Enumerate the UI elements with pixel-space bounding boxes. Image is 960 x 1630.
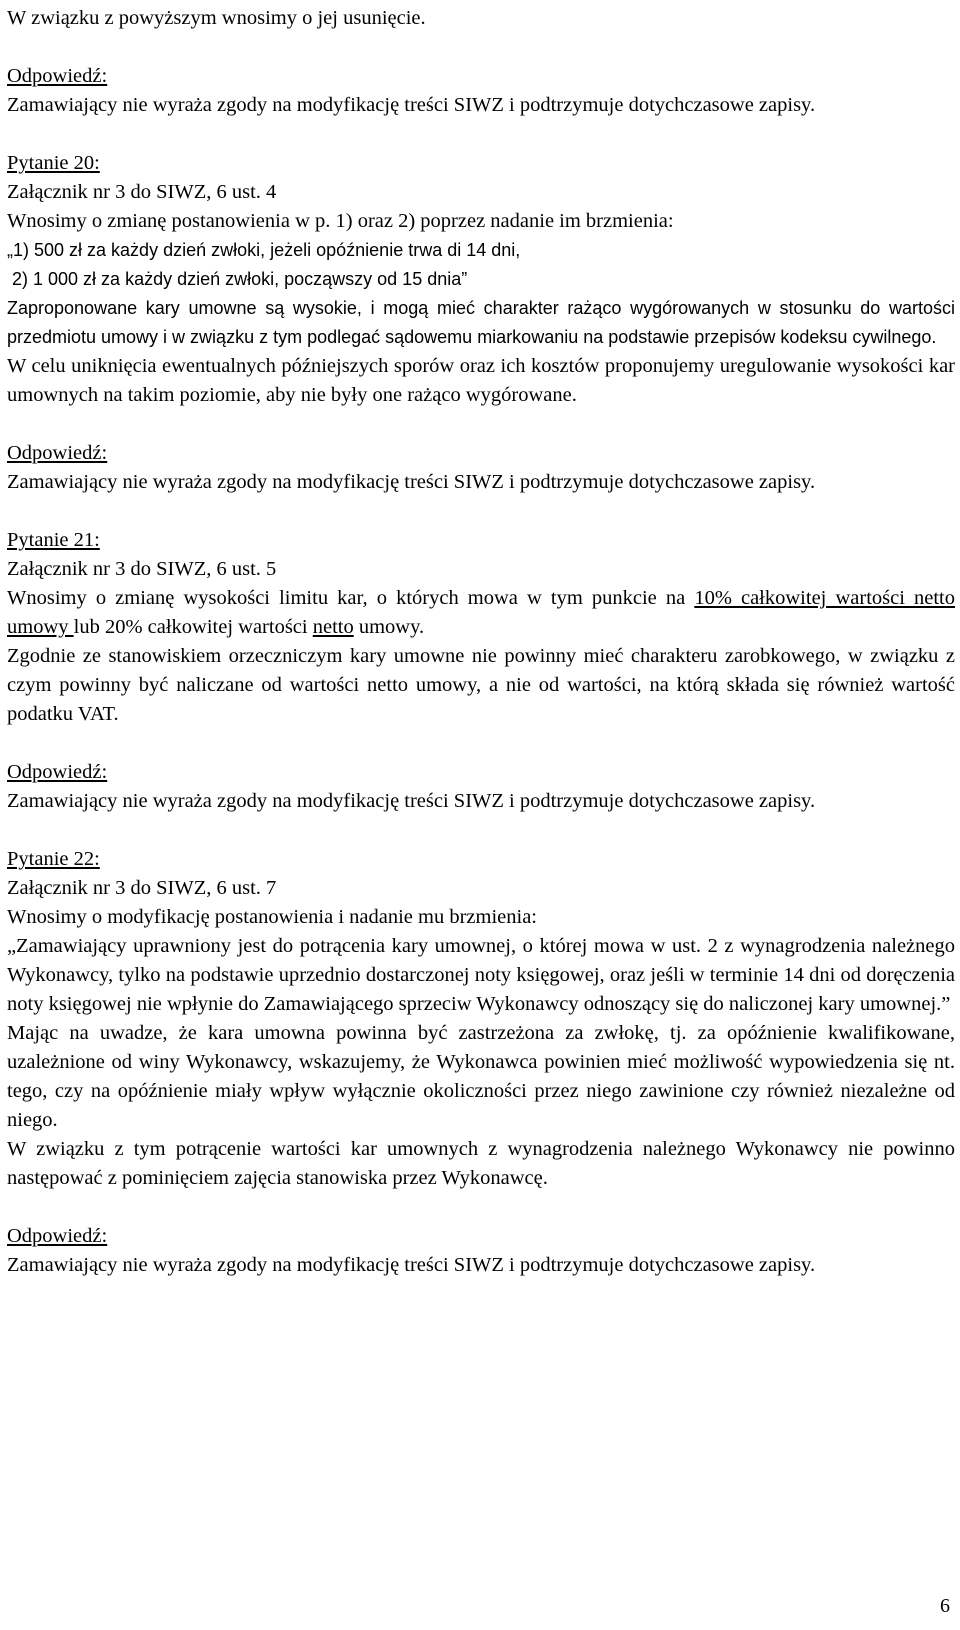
q21-para1-underlined-2: netto	[312, 616, 354, 638]
question-22-title: Pytanie 22:	[7, 848, 100, 870]
question-21-para2: Zgodnie ze stanowiskiem orzeczniczym kary umowne nie powinny mieć charakteru zarobkowego, w związku z czym powinny być naliczane od wartości netto umowy, a nie od wartości, na którą składa się również wartość podatku VAT.	[7, 645, 955, 725]
question-20-line3: 2) 1 000 zł za każdy dzień zwłoki, począwszy od 15 dnia”	[7, 269, 468, 289]
answer-text-22: Zamawiający nie wyraża zgody na modyfikację treści SIWZ i podtrzymuje dotychczasowe zapisy.	[7, 1254, 816, 1276]
question-20-title: Pytanie 20:	[7, 152, 100, 174]
q21-para1-underlined-1: 10% całkowitej wartości netto umowy	[7, 587, 955, 638]
question-22-ref: Załącznik nr 3 do SIWZ, 6 ust. 7	[7, 877, 277, 899]
question-20-para1: Zaproponowane kary umowne są wysokie, i mogą mieć charakter rażąco wygórowanych w stosunku do wartości przedmiotu umowy i w związku z tym podlegać sądowemu miarkowaniu na podstawie przepisów kodeksu cywilnego.	[7, 298, 955, 347]
q21-para1-text-b: lub 20% całkowitej wartości	[73, 616, 313, 638]
question-21-para1	[7, 584, 955, 642]
question-21-ref: Załącznik nr 3 do SIWZ, 6 ust. 5	[7, 558, 277, 580]
answer-text-1: Zamawiający nie wyraża zgody na modyfikację treści SIWZ i podtrzymuje dotychczasowe zapisy.	[7, 94, 816, 116]
question-21-title: Pytanie 21:	[7, 529, 100, 551]
question-20-para2: W celu uniknięcia ewentualnych późniejszych sporów oraz ich kosztów proponujemy uregulowanie wysokości kar umownych na takim poziomie, aby nie były one rażąco wygórowane.	[7, 355, 955, 406]
question-22-para3: W związku z tym potrącenie wartości kar umownych z wynagrodzenia należnego Wykonawcy nie powinno następować z pominięciem zajęcia stanowiska przez Wykonawcę.	[7, 1138, 955, 1189]
page-number: 6	[940, 1595, 950, 1617]
question-20-ref: Załącznik nr 3 do SIWZ, 6 ust. 4	[7, 181, 277, 203]
question-20-line2: „1) 500 zł za każdy dzień zwłoki, jeżeli opóźnienie trwa di 14 dni,	[7, 240, 521, 260]
answer-text-21: Zamawiający nie wyraża zgody na modyfikację treści SIWZ i podtrzymuje dotychczasowe zapisy.	[7, 790, 816, 812]
answer-label-20: Odpowiedź:	[7, 442, 108, 464]
question-22-para1: „Zamawiający uprawniony jest do potrącenia kary umownej, o której mowa w ust. 2 z wynagrodzenia należnego Wykonawcy, tylko na podstawie uprzednio dostarczonej noty księgowej, oraz jeśli w terminie 14 dni od doręczenia noty księgowej nie wpłynie do Zamawiającego sprzeciw Wykonawcy odnoszący się do naliczonej kary umownej.”	[7, 935, 955, 1015]
question-20-line1: Wnosimy o zmianę postanowienia w p. 1) oraz 2) poprzez nadanie im brzmienia:	[7, 210, 674, 232]
question-22-line1: Wnosimy o modyfikację postanowienia i nadanie mu brzmienia:	[7, 906, 538, 928]
q21-para1-text-c: umowy.	[353, 616, 425, 638]
answer-label-21: Odpowiedź:	[7, 761, 108, 783]
answer-label-22: Odpowiedź:	[7, 1225, 108, 1247]
document-page	[7, 0, 955, 1280]
answer-label-1: Odpowiedź:	[7, 65, 108, 87]
answer-text-20: Zamawiający nie wyraża zgody na modyfikację treści SIWZ i podtrzymuje dotychczasowe zapisy.	[7, 471, 816, 493]
intro-closing-line: W związku z powyższym wnosimy o jej usunięcie.	[7, 7, 426, 29]
question-22-para2: Mając na uwadze, że kara umowna powinna być zastrzeżona za zwłokę, tj. za opóźnienie kwalifikowane, uzależnione od winy Wykonawcy, wskazujemy, że Wykonawca powinien mieć możliwość wypowiedzenia się nt. tego, czy na opóźnienie miały wpływ wyłącznie okoliczności przez niego zawinione czy również niezależne od niego.	[7, 1022, 955, 1131]
q21-para1-text-a: Wnosimy o zmianę wysokości limitu kar, o których mowa w tym punkcie na	[7, 587, 695, 609]
